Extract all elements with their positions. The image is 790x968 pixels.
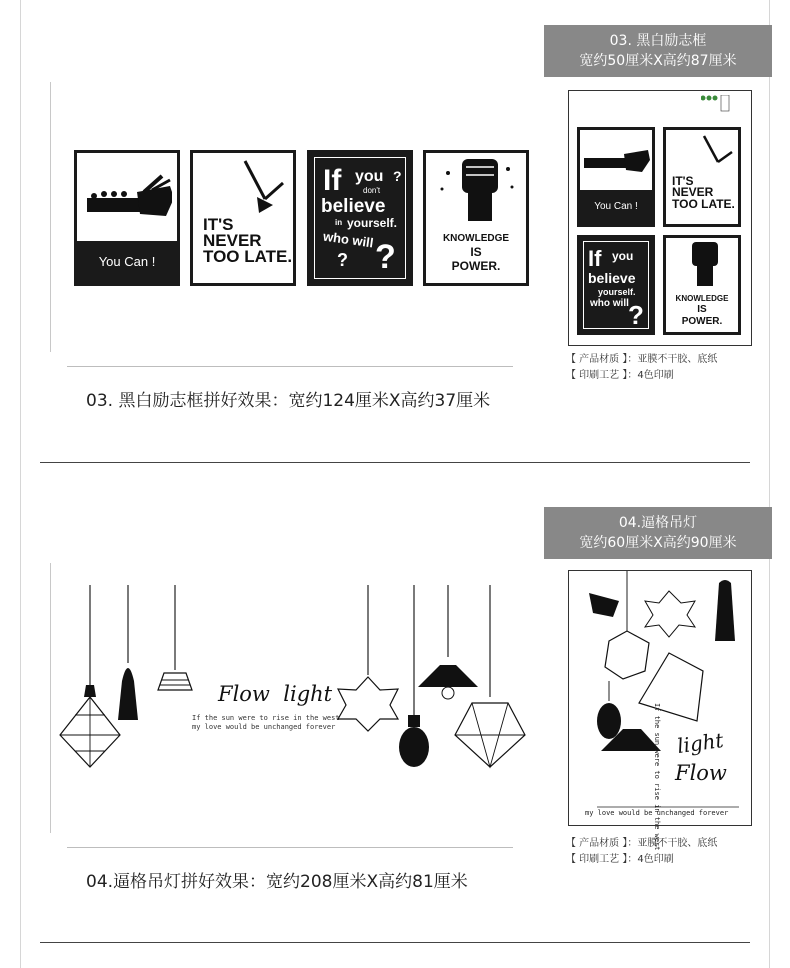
frame-left-border [20, 0, 21, 968]
mini-poster-you-can [577, 127, 655, 227]
poster-you-can-text: You Can ! [77, 241, 177, 283]
mini-k-line-1: KNOWLEDGE [675, 294, 729, 303]
sheet-flow-word: Flow [675, 761, 727, 785]
section-divider [40, 942, 750, 943]
sticker-sheet-frames [568, 90, 752, 346]
tag-title: 03. 黑白励志框 [609, 33, 707, 49]
poster-knowledge [423, 150, 529, 286]
poster-line-2: NEVER [203, 231, 262, 251]
frame-right-border [769, 0, 770, 968]
divider-vertical [50, 82, 51, 352]
mini-believe: believe [588, 270, 636, 286]
caption-lamps: 04.逼格吊灯拼好效果：宽约208厘米X高约81厘米 [86, 872, 468, 892]
quote-line-2: my love would be unchanged forever [192, 723, 336, 731]
spec-block-frames [566, 352, 717, 384]
mini-if: If [588, 246, 602, 271]
clock-hands-icon [193, 153, 293, 223]
poster-q-1: ? [337, 250, 348, 270]
spec-print: 【 印刷工艺 】：4色印刷 [566, 854, 674, 865]
flow-light-title [218, 682, 332, 706]
fist-icon [426, 153, 526, 223]
mini-hand-icon [580, 130, 652, 180]
section-divider [40, 462, 750, 463]
mini-k-line-2: IS [697, 303, 707, 315]
spec-material: 【 产品材质 】：亚膜不干胶、底纸 [566, 838, 718, 849]
mini-k-line-3: POWER. [681, 315, 723, 327]
mini-line-3: TOO LATE. [672, 196, 735, 211]
poster-believe-word: believe [321, 196, 386, 217]
tag-title: 04.逼格吊灯 [618, 515, 698, 531]
mini-fist-icon [666, 238, 738, 288]
poster-line-3: TOO LATE. [203, 247, 293, 267]
barcode-icon [701, 95, 731, 115]
poster-you: you [355, 168, 384, 185]
caption-separator [67, 847, 513, 848]
mini-poster-believe [577, 235, 655, 335]
mini-you-can-text: You Can ! [580, 190, 652, 224]
spec-block-lamps [566, 836, 717, 868]
poster-you-can [74, 150, 180, 286]
product-tag-lamps [544, 507, 772, 559]
light-word: light [283, 682, 333, 706]
poster-dont: don't [363, 186, 381, 195]
poster-who-will: who will [322, 228, 375, 251]
mini-you: you [612, 249, 634, 263]
mini-q: ? [628, 300, 644, 330]
poster-line-1: IT'S [203, 215, 234, 234]
poster-q-2: ? [375, 238, 396, 276]
tag-size: 宽约50厘米X高约87厘米 [579, 53, 737, 69]
spec-print: 【 印刷工艺 】：4色印刷 [566, 370, 674, 381]
poster-yourself: yourself. [347, 216, 398, 230]
poster-never-late [190, 150, 296, 286]
tag-size: 宽约60厘米X高约90厘米 [579, 535, 737, 551]
sheet-vertical-quote: If the sun were to rise in the west [653, 703, 661, 851]
mini-who-will: who will [590, 298, 629, 309]
quote-line-1: If the sun were to rise in the west [192, 714, 340, 722]
poster-k-line-1: KNOWLEDGE [442, 233, 510, 244]
poster-believe [307, 150, 413, 286]
poster-if: If [323, 164, 342, 197]
mini-yourself: yourself. [598, 287, 636, 297]
poster-q-small: ? [393, 168, 402, 184]
sheet-light-word: light [675, 727, 725, 759]
caption-separator [67, 366, 513, 367]
flow-word: Flow [218, 682, 270, 706]
poster-k-line-3: POWER. [451, 259, 501, 274]
mini-poster-knowledge [663, 235, 741, 335]
hand-icon [82, 158, 172, 238]
caption-frames: 03. 黑白励志框拼好效果：宽约124厘米X高约37厘米 [86, 391, 491, 411]
mini-poster-never-late [663, 127, 741, 227]
poster-in: in [335, 218, 343, 227]
spec-material: 【 产品材质 】：亚膜不干胶、底纸 [566, 354, 718, 365]
poster-k-line-2: IS [470, 245, 482, 259]
mini-line-1: IT'S [672, 174, 694, 188]
sheet-bottom-quote: my love would be unchanged forever [585, 809, 729, 817]
mini-clock-icon [666, 130, 738, 178]
product-tag-frames [544, 25, 772, 77]
mini-line-2: NEVER [672, 185, 714, 200]
